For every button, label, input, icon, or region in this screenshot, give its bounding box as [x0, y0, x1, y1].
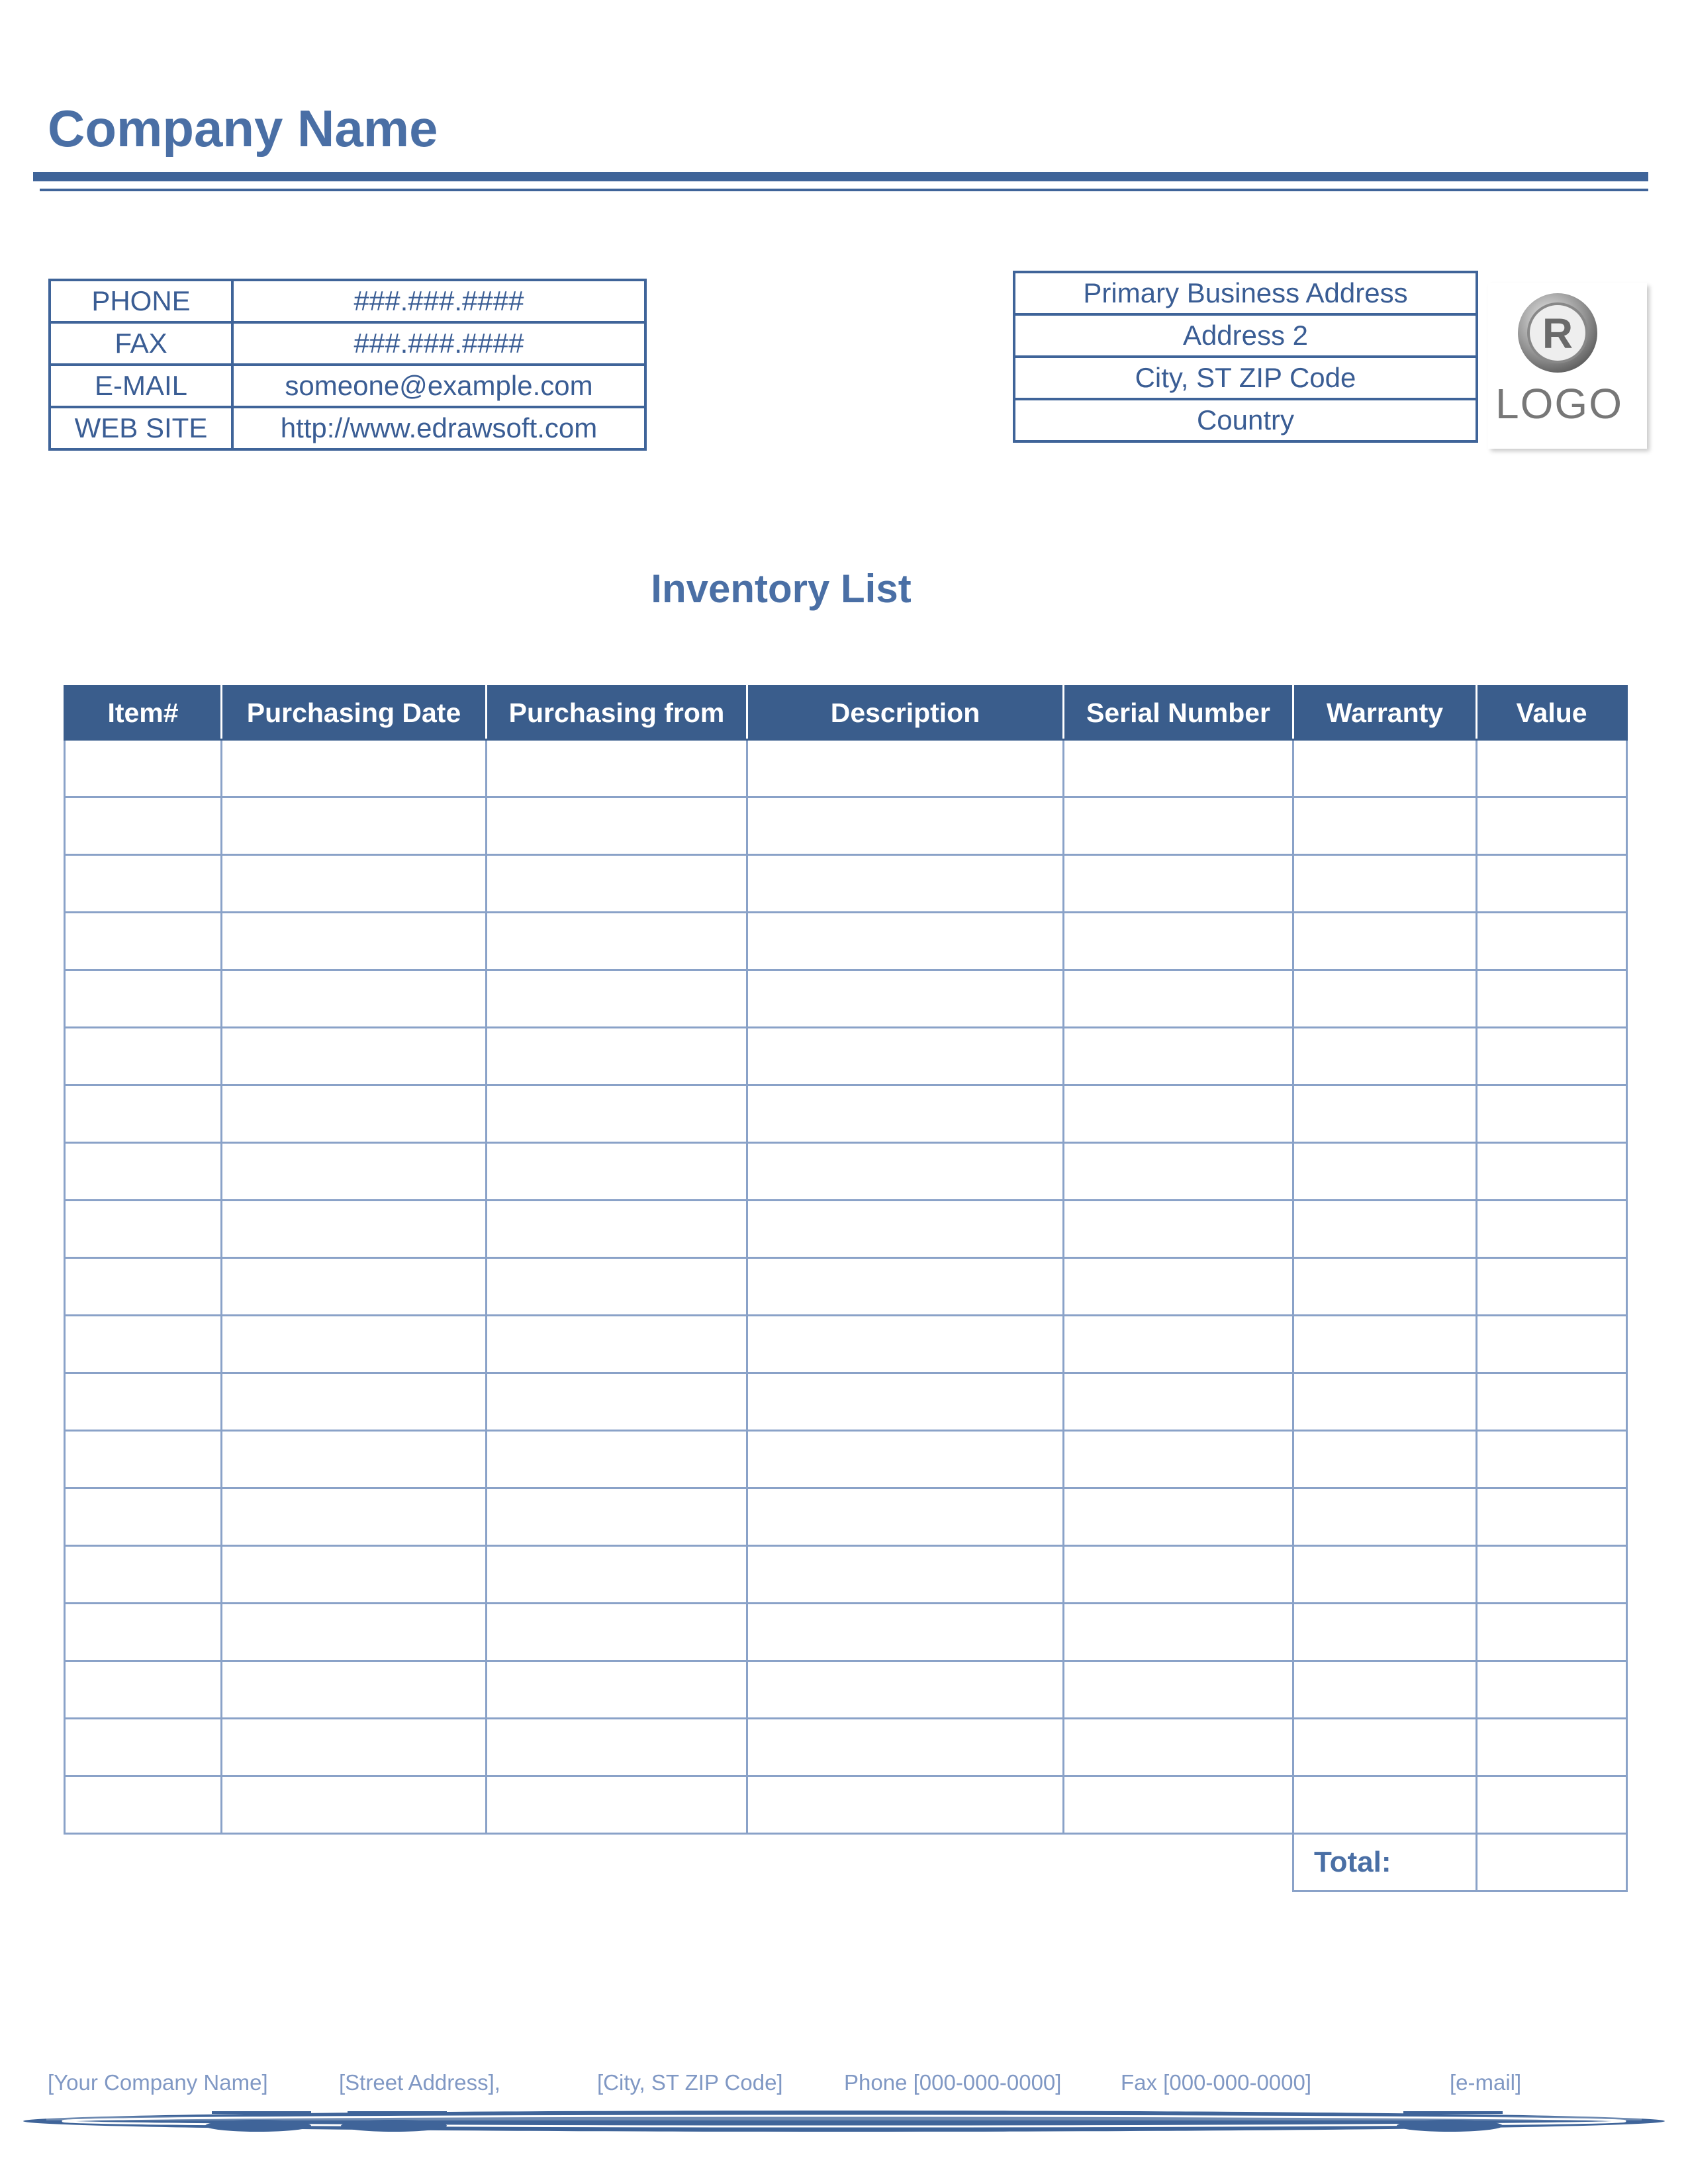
table-row — [65, 1776, 1627, 1834]
cell-purchasing-from[interactable] — [487, 913, 747, 970]
table-row — [65, 855, 1627, 913]
cell-purchasing-date[interactable] — [222, 1661, 487, 1719]
address-city-line[interactable]: City, ST ZIP Code — [1014, 357, 1477, 399]
cell-item[interactable] — [65, 1258, 222, 1316]
cell-warranty[interactable] — [1293, 1201, 1477, 1258]
cell-purchasing-date[interactable] — [222, 1488, 487, 1546]
cell-item[interactable] — [65, 740, 222, 797]
logo-text: LOGO — [1495, 380, 1623, 428]
cell-description[interactable] — [747, 1546, 1064, 1604]
cell-warranty[interactable] — [1293, 797, 1477, 855]
cell-serial-number[interactable] — [1064, 970, 1293, 1028]
cell-value[interactable] — [1477, 1604, 1627, 1661]
cell-item[interactable] — [65, 1719, 222, 1776]
cell-warranty[interactable] — [1293, 913, 1477, 970]
cell-serial-number[interactable] — [1064, 1661, 1293, 1719]
table-row — [65, 1431, 1627, 1488]
phone-value[interactable]: ###.###.#### — [232, 280, 645, 322]
cell-value[interactable] — [1477, 1028, 1627, 1085]
cell-value[interactable] — [1477, 1085, 1627, 1143]
svg-text:R: R — [1542, 310, 1573, 357]
table-row — [65, 1373, 1627, 1431]
cell-warranty[interactable] — [1293, 1258, 1477, 1316]
cell-item[interactable] — [65, 797, 222, 855]
cell-purchasing-date[interactable] — [222, 797, 487, 855]
cell-description[interactable] — [747, 1201, 1064, 1258]
cell-purchasing-from[interactable] — [487, 1028, 747, 1085]
cell-purchasing-date[interactable] — [222, 1431, 487, 1488]
footer-street: [Street Address], — [339, 2070, 500, 2095]
cell-serial-number[interactable] — [1064, 913, 1293, 970]
cell-description[interactable] — [747, 1719, 1064, 1776]
cell-purchasing-from[interactable] — [487, 970, 747, 1028]
cell-value[interactable] — [1477, 913, 1627, 970]
cell-purchasing-date[interactable] — [222, 1546, 487, 1604]
footer-decoration — [20, 2105, 1668, 2144]
cell-value[interactable] — [1477, 1316, 1627, 1373]
cell-item[interactable] — [65, 1085, 222, 1143]
cell-serial-number[interactable] — [1064, 740, 1293, 797]
cell-purchasing-from[interactable] — [487, 1776, 747, 1834]
cell-warranty[interactable] — [1293, 855, 1477, 913]
cell-value[interactable] — [1477, 970, 1627, 1028]
cell-purchasing-from[interactable] — [487, 1604, 747, 1661]
cell-warranty[interactable] — [1293, 1373, 1477, 1431]
cell-description[interactable] — [747, 913, 1064, 970]
cell-serial-number[interactable] — [1064, 855, 1293, 913]
cell-item[interactable] — [65, 1316, 222, 1373]
cell-purchasing-date[interactable] — [222, 1373, 487, 1431]
cell-serial-number[interactable] — [1064, 1373, 1293, 1431]
cell-value[interactable] — [1477, 1373, 1627, 1431]
cell-item[interactable] — [65, 1028, 222, 1085]
table-row — [65, 740, 1627, 797]
cell-description[interactable] — [747, 740, 1064, 797]
cell-purchasing-date[interactable] — [222, 1776, 487, 1834]
cell-purchasing-date[interactable] — [222, 970, 487, 1028]
cell-description[interactable] — [747, 1431, 1064, 1488]
col-header-purchasing-date: Purchasing Date — [222, 686, 487, 740]
cell-purchasing-from[interactable] — [487, 1373, 747, 1431]
inventory-header-row — [65, 686, 1627, 740]
cell-warranty[interactable] — [1293, 1431, 1477, 1488]
footer-phone: Phone [000-000-0000] — [844, 2070, 1062, 2095]
cell-purchasing-date[interactable] — [222, 1143, 487, 1201]
col-header-item: Item# — [65, 686, 222, 740]
cell-description[interactable] — [747, 1316, 1064, 1373]
address-table — [1013, 271, 1478, 443]
cell-purchasing-date[interactable] — [222, 1028, 487, 1085]
cell-description[interactable] — [747, 855, 1064, 913]
cell-description[interactable] — [747, 1661, 1064, 1719]
cell-value[interactable] — [1477, 1546, 1627, 1604]
cell-value[interactable] — [1477, 1719, 1627, 1776]
footer-fax: Fax [000-000-0000] — [1121, 2070, 1312, 2095]
cell-purchasing-from[interactable] — [487, 1546, 747, 1604]
cell-item[interactable] — [65, 1661, 222, 1719]
footer-email: [e-mail] — [1450, 2070, 1522, 2095]
cell-value[interactable] — [1477, 797, 1627, 855]
table-row — [65, 1316, 1627, 1373]
cell-purchasing-from[interactable] — [487, 1258, 747, 1316]
cell-value[interactable] — [1477, 1431, 1627, 1488]
cell-serial-number[interactable] — [1064, 1085, 1293, 1143]
email-value[interactable]: someone@example.com — [232, 365, 645, 407]
cell-warranty[interactable] — [1293, 1316, 1477, 1373]
cell-item[interactable] — [65, 1143, 222, 1201]
cell-item[interactable] — [65, 1776, 222, 1834]
fax-label: FAX — [50, 322, 232, 365]
cell-serial-number[interactable] — [1064, 797, 1293, 855]
inventory-table — [64, 685, 1628, 1892]
company-name: Company Name — [48, 99, 438, 158]
table-row — [65, 1201, 1627, 1258]
table-row — [65, 1661, 1627, 1719]
cell-serial-number[interactable] — [1064, 1488, 1293, 1546]
table-row — [65, 1085, 1627, 1143]
cell-warranty[interactable] — [1293, 740, 1477, 797]
cell-purchasing-date[interactable] — [222, 1604, 487, 1661]
cell-warranty[interactable] — [1293, 1143, 1477, 1201]
table-row — [65, 797, 1627, 855]
cell-value[interactable] — [1477, 1488, 1627, 1546]
total-spacer — [65, 1834, 1293, 1891]
cell-purchasing-from[interactable] — [487, 1085, 747, 1143]
table-row — [65, 1604, 1627, 1661]
cell-purchasing-date[interactable] — [222, 1085, 487, 1143]
footer-city: [City, ST ZIP Code] — [597, 2070, 783, 2095]
email-label: E-MAIL — [50, 365, 232, 407]
registered-trademark-icon — [1515, 290, 1601, 376]
table-row — [65, 1143, 1627, 1201]
cell-serial-number[interactable] — [1064, 1258, 1293, 1316]
address-line-1[interactable]: Primary Business Address — [1014, 272, 1477, 314]
cell-item[interactable] — [65, 970, 222, 1028]
header-rule-thin — [40, 189, 1648, 191]
contact-row-fax — [50, 322, 645, 365]
cell-description[interactable] — [747, 970, 1064, 1028]
cell-purchasing-date[interactable] — [222, 740, 487, 797]
table-row — [65, 970, 1627, 1028]
cell-purchasing-from[interactable] — [487, 1661, 747, 1719]
cell-purchasing-from[interactable] — [487, 797, 747, 855]
contact-row-phone — [50, 280, 645, 322]
cell-purchasing-from[interactable] — [487, 1719, 747, 1776]
cell-description[interactable] — [747, 1258, 1064, 1316]
cell-serial-number[interactable] — [1064, 1431, 1293, 1488]
cell-item[interactable] — [65, 1604, 222, 1661]
cell-serial-number[interactable] — [1064, 1201, 1293, 1258]
cell-item[interactable] — [65, 1373, 222, 1431]
cell-serial-number[interactable] — [1064, 1604, 1293, 1661]
cell-purchasing-date[interactable] — [222, 1258, 487, 1316]
contact-row-email — [50, 365, 645, 407]
col-header-purchasing-from: Purchasing from — [487, 686, 747, 740]
cell-purchasing-date[interactable] — [222, 1719, 487, 1776]
col-header-value: Value — [1477, 686, 1627, 740]
cell-description[interactable] — [747, 1085, 1064, 1143]
cell-warranty[interactable] — [1293, 1604, 1477, 1661]
total-label: Total: — [1293, 1834, 1477, 1891]
cell-warranty[interactable] — [1293, 1085, 1477, 1143]
cell-purchasing-from[interactable] — [487, 1143, 747, 1201]
cell-serial-number[interactable] — [1064, 1316, 1293, 1373]
cell-warranty[interactable] — [1293, 1719, 1477, 1776]
cell-purchasing-from[interactable] — [487, 740, 747, 797]
cell-serial-number[interactable] — [1064, 1546, 1293, 1604]
cell-description[interactable] — [747, 1028, 1064, 1085]
cell-description[interactable] — [747, 1488, 1064, 1546]
header-rule-thick — [33, 172, 1648, 181]
total-value-cell[interactable] — [1477, 1834, 1627, 1891]
cell-value[interactable] — [1477, 1258, 1627, 1316]
table-row — [65, 1488, 1627, 1546]
cell-item[interactable] — [65, 1488, 222, 1546]
cell-serial-number[interactable] — [1064, 1719, 1293, 1776]
cell-value[interactable] — [1477, 1143, 1627, 1201]
cell-description[interactable] — [747, 1143, 1064, 1201]
cell-description[interactable] — [747, 1373, 1064, 1431]
table-row — [65, 913, 1627, 970]
cell-serial-number[interactable] — [1064, 1143, 1293, 1201]
address-country[interactable]: Country — [1014, 399, 1477, 441]
cell-value[interactable] — [1477, 1661, 1627, 1719]
cell-serial-number[interactable] — [1064, 1028, 1293, 1085]
cell-item[interactable] — [65, 1546, 222, 1604]
total-row — [65, 1834, 1627, 1891]
table-row — [65, 1719, 1627, 1776]
table-row — [65, 1028, 1627, 1085]
cell-value[interactable] — [1477, 1201, 1627, 1258]
contact-table — [48, 279, 647, 451]
company-logo[interactable] — [1488, 283, 1647, 449]
cell-description[interactable] — [747, 1776, 1064, 1834]
fax-value[interactable]: ###.###.#### — [232, 322, 645, 365]
cell-value[interactable] — [1477, 855, 1627, 913]
cell-purchasing-from[interactable] — [487, 1431, 747, 1488]
cell-warranty[interactable] — [1293, 1661, 1477, 1719]
cell-item[interactable] — [65, 1201, 222, 1258]
cell-warranty[interactable] — [1293, 1488, 1477, 1546]
cell-purchasing-from[interactable] — [487, 1316, 747, 1373]
table-row — [65, 1258, 1627, 1316]
phone-label: PHONE — [50, 280, 232, 322]
website-value[interactable]: http://www.edrawsoft.com — [232, 407, 645, 449]
cell-value[interactable] — [1477, 1776, 1627, 1834]
col-header-description: Description — [747, 686, 1064, 740]
cell-warranty[interactable] — [1293, 1776, 1477, 1834]
cell-warranty[interactable] — [1293, 1546, 1477, 1604]
cell-purchasing-from[interactable] — [487, 1488, 747, 1546]
contact-row-website — [50, 407, 645, 449]
cell-purchasing-date[interactable] — [222, 855, 487, 913]
cell-item[interactable] — [65, 1431, 222, 1488]
cell-warranty[interactable] — [1293, 970, 1477, 1028]
cell-purchasing-from[interactable] — [487, 1201, 747, 1258]
cell-item[interactable] — [65, 855, 222, 913]
cell-purchasing-date[interactable] — [222, 913, 487, 970]
inventory-body — [65, 740, 1627, 1834]
footer-company: [Your Company Name] — [48, 2070, 268, 2095]
cell-value[interactable] — [1477, 740, 1627, 797]
address-line-2[interactable]: Address 2 — [1014, 314, 1477, 357]
cell-item[interactable] — [65, 913, 222, 970]
col-header-warranty: Warranty — [1293, 686, 1477, 740]
inventory-title: Inventory List — [651, 567, 912, 611]
col-header-serial-number: Serial Number — [1064, 686, 1293, 740]
cell-description[interactable] — [747, 1604, 1064, 1661]
table-row — [65, 1546, 1627, 1604]
cell-description[interactable] — [747, 797, 1064, 855]
cell-purchasing-from[interactable] — [487, 855, 747, 913]
cell-purchasing-date[interactable] — [222, 1201, 487, 1258]
website-label: WEB SITE — [50, 407, 232, 449]
cell-purchasing-date[interactable] — [222, 1316, 487, 1373]
cell-serial-number[interactable] — [1064, 1776, 1293, 1834]
cell-warranty[interactable] — [1293, 1028, 1477, 1085]
